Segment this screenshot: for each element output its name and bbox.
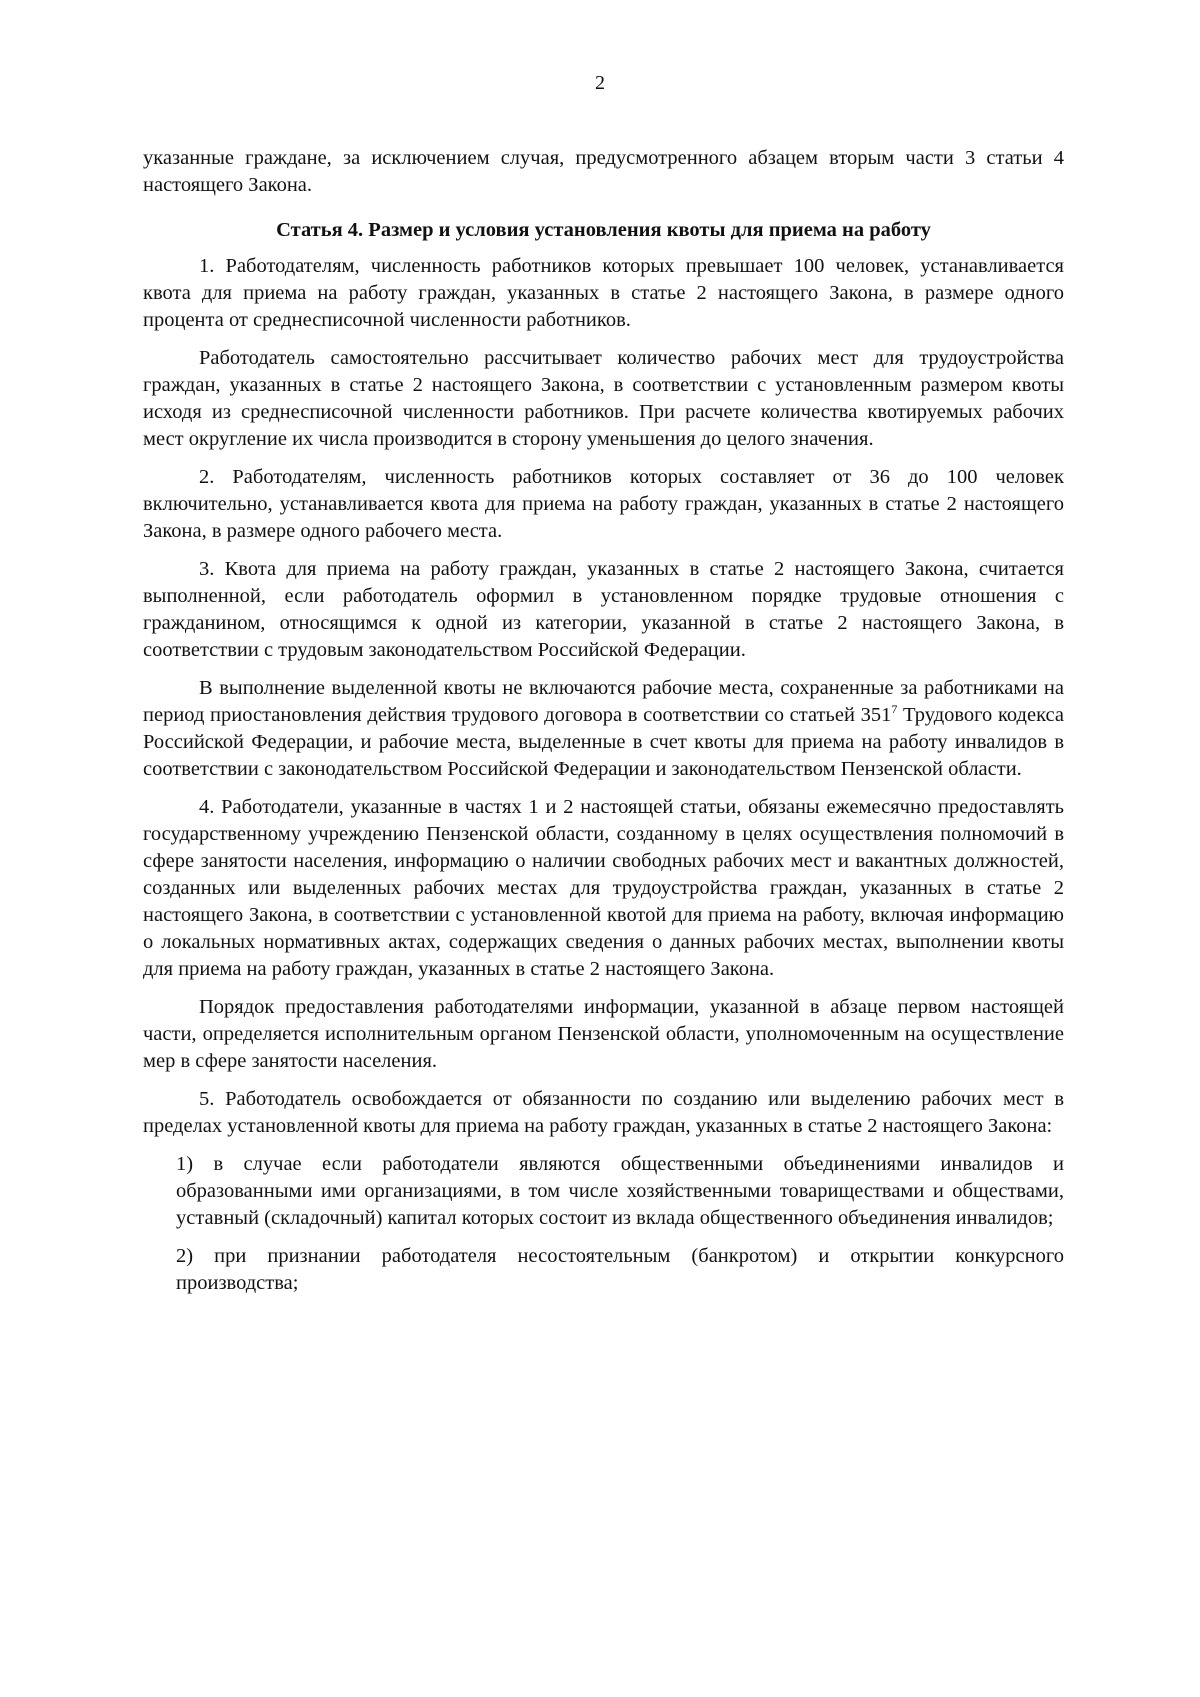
article-4-part-5: 5. Работодатель освобождается от обязанности по созданию или выделению рабочих мест в пределах установленной квоты для приема на работу граждан, указанных в статье 2 настоящего Закона: xyxy=(143,1088,1064,1137)
page-number: 2 xyxy=(595,72,605,94)
list-item: 1) в случае если работодатели являются общественными объединениями инвалидов и образованными ими организациями, в том числе хозяйственными товариществами и обществами, уставный (складочный) капитал которых состоит из вклада общественного объединения инвалидов; xyxy=(176,1153,1064,1229)
article-4-part-4: 4. Работодатели, указанные в частях 1 и 2 настоящей статьи, обязаны ежемесячно предоставлять государственному учреждению Пензенской области, созданному в целях осуществления полномочий в сфере занятости населения, информацию о наличии свободных рабочих мест и вакантных должностей, созданных или выделенных рабочих местах для трудоустройства граждан, указанных в статье 2 настоящего Закона, в соответствии с установленной квотой для приема на работу, включая информацию о локальных нормативных актах, содержащих сведения о данных рабочих местах, выполнении квоты для приема на работу граждан, указанных в статье 2 настоящего Закона. xyxy=(143,796,1064,980)
article-4-part-2: 2. Работодателям, численность работников которых составляет от 36 до 100 человек включительно, устанавливается квота для приема на работу граждан, указанных в статье 2 настоящего Закона, в размере одного рабочего места. xyxy=(143,466,1064,542)
article-4-part-1: 1. Работодателям, численность работников которых превышает 100 человек, устанавливается квота для приема на работу граждан, указанных в статье 2 настоящего Закона, в размере одного процента от среднесписочной численности работников. xyxy=(143,255,1064,331)
document-body xyxy=(143,145,1064,1308)
article-4-part-3: 3. Квота для приема на работу граждан, указанных в статье 2 настоящего Закона, считается выполненной, если работодатель оформил в установленном порядке трудовые отношения с гражданином, относящимся к одной из категории, указанной в статье 2 настоящего Закона, в соответствии с трудовым законодательством Российской Федерации. xyxy=(143,558,1064,661)
continuation-paragraph: указанные граждане, за исключением случая, предусмотренного абзацем вторым части 3 статьи 4 настоящего Закона. xyxy=(143,147,1064,196)
article-superscript: 7 xyxy=(891,702,898,717)
article-4-part-1-calculation: Работодатель самостоятельно рассчитывает количество рабочих мест для трудоустройства граждан, указанных в статье 2 настоящего Закона, в соответствии с установленным размером квоты исходя из среднесписочной численности работников. При расчете количества квотируемых рабочих мест округление их числа производится в сторону уменьшения до целого значения. xyxy=(143,347,1064,450)
article-4-part-4-procedure: Порядок предоставления работодателями информации, указанной в абзаце первом настоящей части, определяется исполнительным органом Пензенской области, уполномоченным на осуществление мер в сфере занятости населения. xyxy=(143,996,1064,1072)
exclusions-text-after: Трудового кодекса Российской Федерации, и рабочие места, выделенные в счет квоты для приема на работу инвалидов в соответствии с законодательством Российской Федерации и законодательством Пензенской области. xyxy=(143,704,1064,780)
exclusions-text-before: В выполнение выделенной квоты не включаются рабочие места, сохраненные за работниками на период приостановления действия трудового договора в соответствии со статьей 351 xyxy=(143,677,1064,726)
article-4-heading: Статья 4. Размер и условия установления квоты для приема на работу xyxy=(276,219,931,241)
list-item: 2) при признании работодателя несостоятельным (банкротом) и открытии конкурсного производства; xyxy=(176,1245,1064,1294)
article-4-part-3-exclusions xyxy=(143,675,1064,783)
